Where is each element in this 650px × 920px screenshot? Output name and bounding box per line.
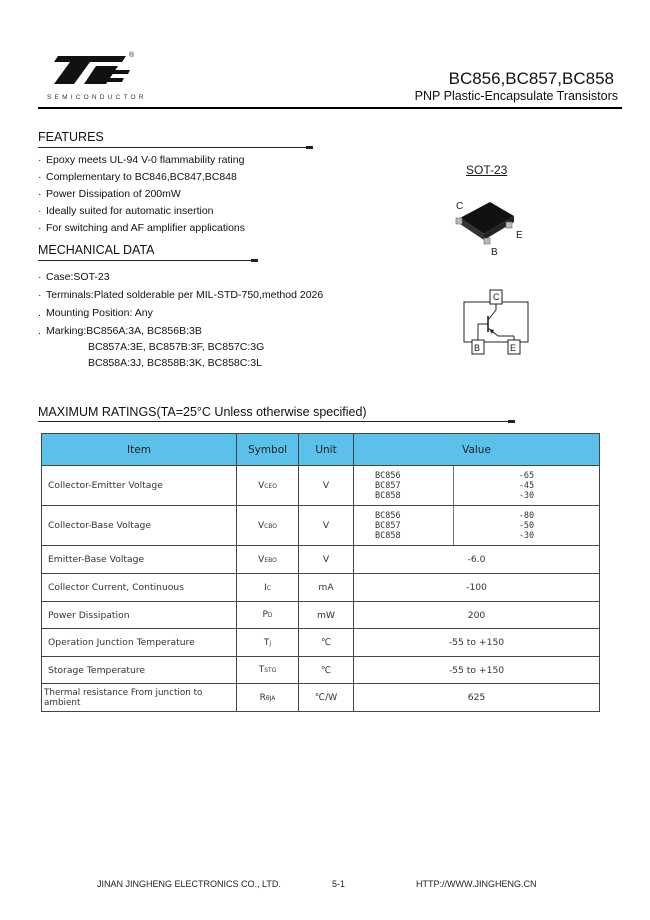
row-value: BC856 BC857 BC858 -80 -50 -30 <box>354 506 600 546</box>
row-item: Operation Junction Temperature <box>42 629 237 657</box>
mechanical-marking: . Marking:BC856A:3A, BC856B:3B <box>38 325 202 337</box>
mechanical-marking-line: BC858A:3J, BC858B:3K, BC858C:3L <box>88 357 262 369</box>
row-value: BC856 BC857 BC858 -65 -45 -30 <box>354 466 600 506</box>
mechanical-rule-mark <box>251 259 258 262</box>
mechanical-terminals: · Terminals:Plated solderable per MIL-STD-750,method 2026 <box>38 289 324 301</box>
table-row <box>42 546 600 574</box>
row-unit: ℃ <box>299 629 354 657</box>
row-value: 625 <box>354 684 600 712</box>
pin-label-b: B <box>491 247 498 258</box>
ratings-rule <box>38 421 510 422</box>
column-header-symbol: Symbol <box>237 434 299 466</box>
table-row <box>42 602 600 629</box>
column-header-unit: Unit <box>299 434 354 466</box>
registered-mark: ® <box>129 52 135 59</box>
feature-item: · Complementary to BC846,BC847,BC848 <box>38 171 237 183</box>
feature-item: · Ideally suited for automatic insertion <box>38 205 214 217</box>
table-header-row <box>42 434 600 466</box>
feature-item: · Epoxy meets UL-94 V-0 flammability rating <box>38 154 245 166</box>
table-row <box>42 506 600 546</box>
column-header-item: Item <box>42 434 237 466</box>
package-label: SOT-23 <box>466 163 508 177</box>
header-divider <box>38 107 622 109</box>
schematic-label-b: B <box>474 343 481 353</box>
features-rule <box>38 147 308 148</box>
row-unit: V <box>299 506 354 546</box>
row-unit: mW <box>299 602 354 629</box>
row-unit: ℃ <box>299 657 354 684</box>
row-symbol: VEBO <box>237 546 299 574</box>
schematic-label-e: E <box>510 343 517 353</box>
row-symbol: PD <box>237 602 299 629</box>
table-row <box>42 629 600 657</box>
row-symbol: Tj <box>237 629 299 657</box>
schematic-label-c: C <box>493 292 500 302</box>
row-unit: V <box>299 466 354 506</box>
page-title: BC856,BC857,BC858 <box>448 69 614 88</box>
page-subtitle: PNP Plastic-Encapsulate Transistors <box>414 89 618 103</box>
pin-label-e: E <box>516 230 523 241</box>
footer-url: HTTP://WWW.JINGHENG.CN <box>416 879 537 889</box>
pin-label-c: C <box>456 201 464 212</box>
column-header-value: Value <box>354 434 600 466</box>
company-logo <box>46 50 136 90</box>
mechanical-case: · Case:SOT-23 <box>38 271 110 283</box>
mechanical-marking-line: BC857A:3E, BC857B:3F, BC857C:3G <box>88 341 265 353</box>
row-unit: mA <box>299 574 354 602</box>
table-row <box>42 657 600 684</box>
row-symbol: TSTG <box>237 657 299 684</box>
feature-item: · Power Dissipation of 200mW <box>38 188 181 200</box>
ratings-heading: MAXIMUM RATINGS(TA=25°C Unless otherwise specified) <box>38 405 367 419</box>
row-value: -55 to +150 <box>354 657 600 684</box>
row-item: Collector-Base Voltage <box>42 506 237 546</box>
mechanical-rule <box>38 260 253 261</box>
row-item: Storage Temperature <box>42 657 237 684</box>
mechanical-heading: MECHANICAL DATA <box>38 243 155 257</box>
row-item: Collector-Emitter Voltage <box>42 466 237 506</box>
row-item: Power Dissipation <box>42 602 237 629</box>
row-symbol: IC <box>237 574 299 602</box>
row-value: -55 to +150 <box>354 629 600 657</box>
footer-page-number: 5-1 <box>332 879 346 889</box>
mechanical-mounting: . Mounting Position: Any <box>38 307 153 319</box>
feature-item: · For switching and AF amplifier applications <box>38 222 246 234</box>
row-value: -6.0 <box>354 546 600 574</box>
footer-company: JINAN JINGHENG ELECTRONICS CO., LTD. <box>97 879 281 889</box>
ratings-table <box>41 433 600 712</box>
row-value: 200 <box>354 602 600 629</box>
row-item: Collector Current, Continuous <box>42 574 237 602</box>
ratings-rule-mark <box>508 420 515 423</box>
table-row <box>42 574 600 602</box>
table-row <box>42 466 600 506</box>
row-item: Emitter-Base Voltage <box>42 546 237 574</box>
features-heading: FEATURES <box>38 130 104 144</box>
row-symbol: VCEO <box>237 466 299 506</box>
features-rule-mark <box>306 146 313 149</box>
row-symbol: VCBO <box>237 506 299 546</box>
row-unit: V <box>299 546 354 574</box>
row-item: Thermal resistance From junction to ambient <box>42 684 237 712</box>
row-symbol: RθJA <box>237 684 299 712</box>
row-value: -100 <box>354 574 600 602</box>
brand-tagline: SEMICONDUCTOR <box>47 94 147 101</box>
row-unit: ℃/W <box>299 684 354 712</box>
table-row <box>42 684 600 712</box>
